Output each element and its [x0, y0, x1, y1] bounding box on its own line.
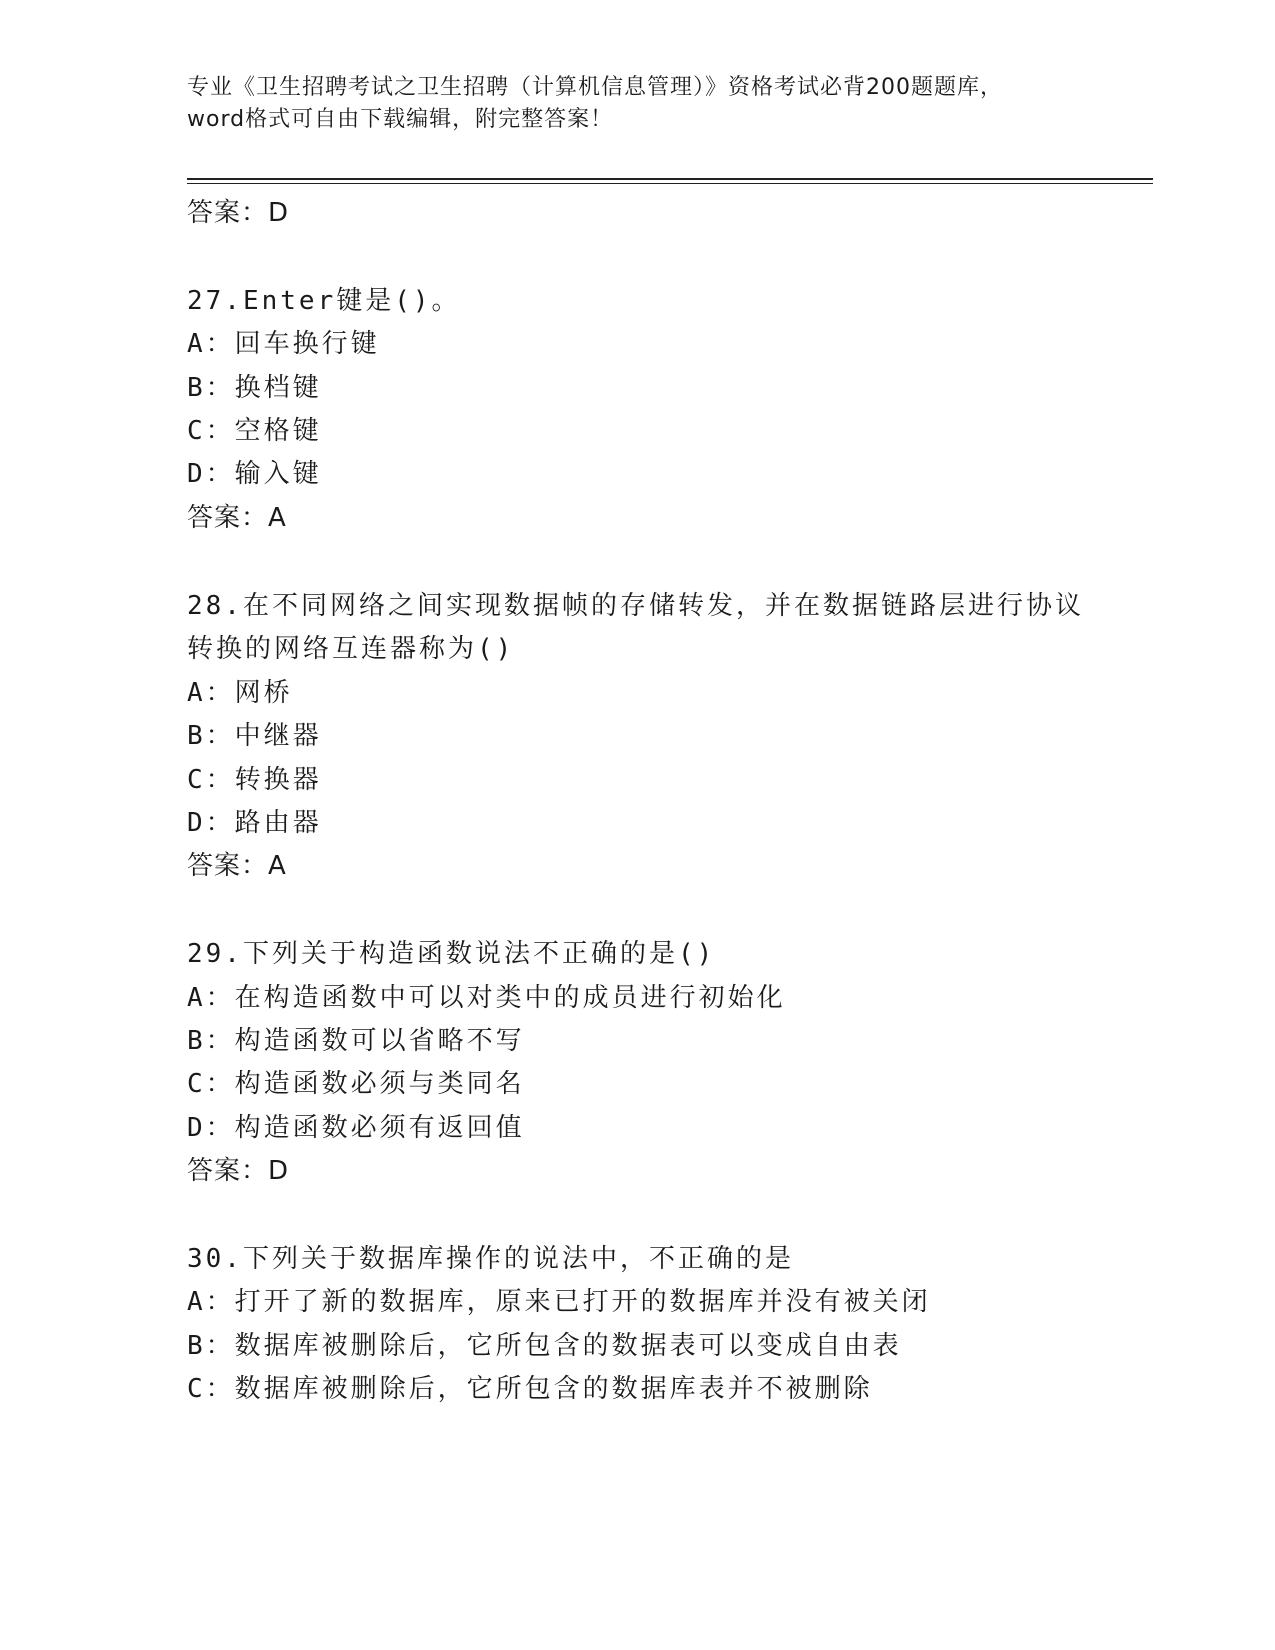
question-29-answer: 答案：D	[187, 1156, 290, 1186]
question-28-option-b: B：中继器	[187, 721, 322, 751]
question-27-option-d: D：输入键	[187, 459, 322, 489]
question-28-option-d: D：路由器	[187, 808, 322, 838]
document-header	[187, 72, 1067, 136]
question-29-option-c: C：构造函数必须与类同名	[187, 1069, 525, 1099]
question-27-option-b: B：换档键	[187, 373, 322, 403]
question-29-stem: 29.下列关于构造函数说法不正确的是()	[187, 939, 716, 969]
question-28-answer: 答案：A	[187, 851, 287, 881]
header-line-1: 专业《卫生招聘考试之卫生招聘（计算机信息管理）》资格考试必背200题题库，	[187, 75, 1003, 100]
question-27-answer: 答案：A	[187, 503, 287, 533]
header-divider-thin	[187, 183, 1153, 184]
header-divider	[187, 178, 1153, 180]
question-28-option-c: C：转换器	[187, 765, 322, 795]
prev-answer: 答案：D	[187, 198, 290, 228]
question-27-stem: 27.Enter键是()。	[187, 286, 461, 316]
question-30-stem: 30.下列关于数据库操作的说法中，不正确的是	[187, 1244, 794, 1274]
question-30-option-c: C：数据库被删除后，它所包含的数据库表并不被删除	[187, 1374, 873, 1404]
header-line-2: word格式可自由下载编辑，附完整答案！	[187, 107, 614, 132]
question-27-option-c: C：空格键	[187, 416, 322, 446]
question-30-option-b: B：数据库被删除后，它所包含的数据表可以变成自由表	[187, 1331, 902, 1361]
question-28-option-a: A：网桥	[187, 678, 293, 708]
question-28-stem-line-1: 28.在不同网络之间实现数据帧的存储转发，并在数据链路层进行协议	[187, 591, 1084, 621]
question-29-option-a: A：在构造函数中可以对类中的成员进行初始化	[187, 983, 786, 1013]
question-28-stem-line-2: 转换的网络互连器称为()	[187, 634, 515, 664]
question-30-option-a: A：打开了新的数据库，原来已打开的数据库并没有被关闭	[187, 1287, 931, 1317]
question-29-option-b: B：构造函数可以省略不写	[187, 1026, 525, 1056]
question-29-option-d: D：构造函数必须有返回值	[187, 1113, 525, 1143]
question-27-option-a: A：回车换行键	[187, 329, 380, 359]
